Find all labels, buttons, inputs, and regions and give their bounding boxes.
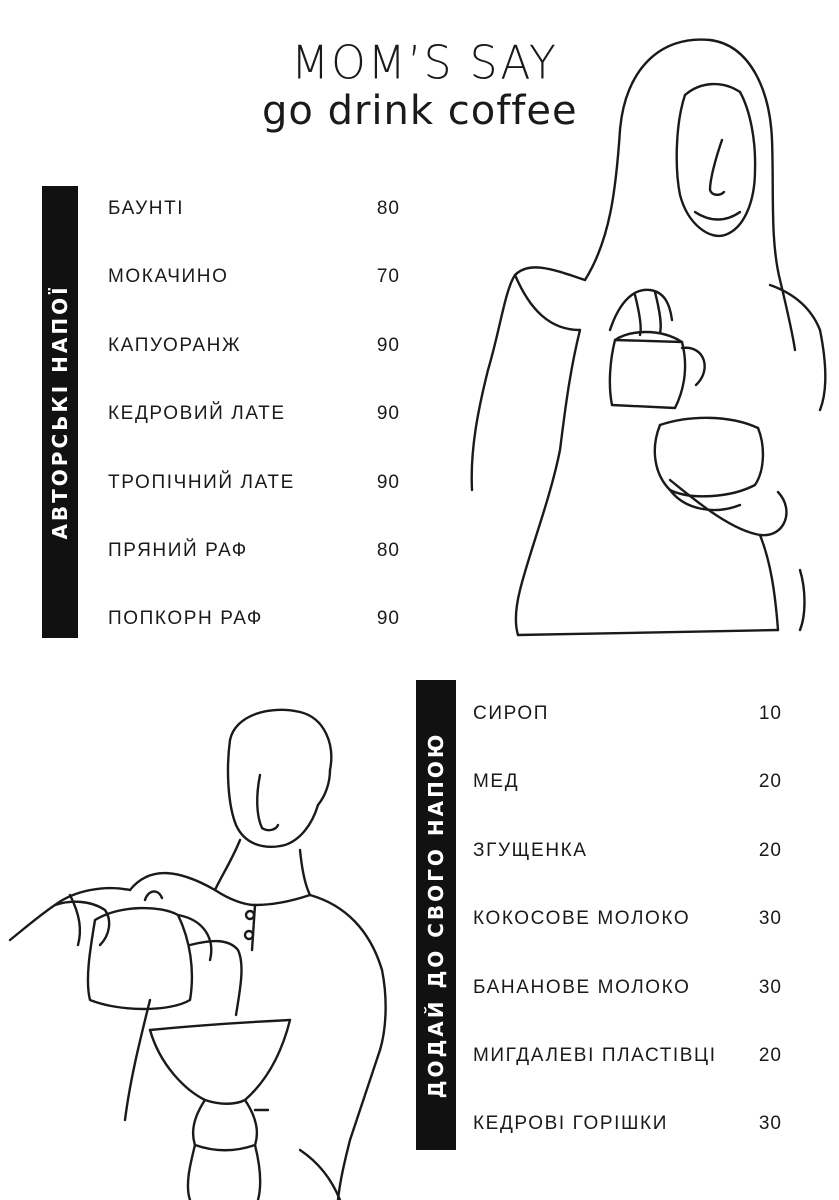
menu-item-price: 20	[758, 1045, 782, 1066]
menu-item-price: 30	[758, 977, 782, 998]
menu-item-name: МЕД	[473, 771, 520, 792]
menu-item-price: 80	[376, 198, 400, 219]
menu-item-price: 90	[376, 335, 400, 356]
addons-section-label	[416, 680, 456, 1150]
menu-item-name: КАПУОРАНЖ	[108, 335, 242, 356]
barista-woman-illustration	[460, 30, 830, 640]
signature-section-label-text: АВТОРСЬКІ НАПОЇ	[48, 284, 72, 540]
barista-man-illustration	[0, 700, 410, 1200]
menu-item-name: КОКОСОВЕ МОЛОКО	[473, 908, 691, 929]
menu-item-price: 90	[376, 472, 400, 493]
brand-tagline: go drink coffee	[262, 88, 578, 134]
menu-item-price: 30	[758, 1113, 782, 1134]
menu-item-name: ТРОПІЧНИЙ ЛАТЕ	[108, 472, 295, 493]
menu-item-price: 10	[758, 703, 782, 724]
menu-item-name: МИГДАЛЕВІ ПЛАСТІВЦІ	[473, 1045, 717, 1066]
addons-section-label-text: ДОДАЙ ДО СВОГО НАПОЮ	[424, 731, 448, 1099]
menu-item-name: ПРЯНИЙ РАФ	[108, 540, 248, 561]
menu-item-price: 20	[758, 771, 782, 792]
menu-item-price: 90	[376, 403, 400, 424]
menu-item-price: 20	[758, 840, 782, 861]
menu-item-name: ПОПКОРН РАФ	[108, 608, 263, 629]
menu-item-price: 90	[376, 608, 400, 629]
menu-item-name: СИРОП	[473, 703, 550, 724]
menu-item-name: КЕДРОВИЙ ЛАТЕ	[108, 403, 286, 424]
menu-item-price: 30	[758, 908, 782, 929]
menu-item-name: БАНАНОВЕ МОЛОКО	[473, 977, 691, 998]
menu-item-price: 70	[376, 266, 400, 287]
menu-item-price: 80	[376, 540, 400, 561]
menu-item-name: ЗГУЩЕНКА	[473, 840, 588, 861]
signature-section-label	[42, 186, 78, 638]
menu-item-name: КЕДРОВІ ГОРІШКИ	[473, 1113, 668, 1134]
brand-title: MOM’S SAY	[291, 36, 558, 91]
menu-item-name: МОКАЧИНО	[108, 266, 229, 287]
menu-item-name: БАУНТІ	[108, 198, 185, 219]
